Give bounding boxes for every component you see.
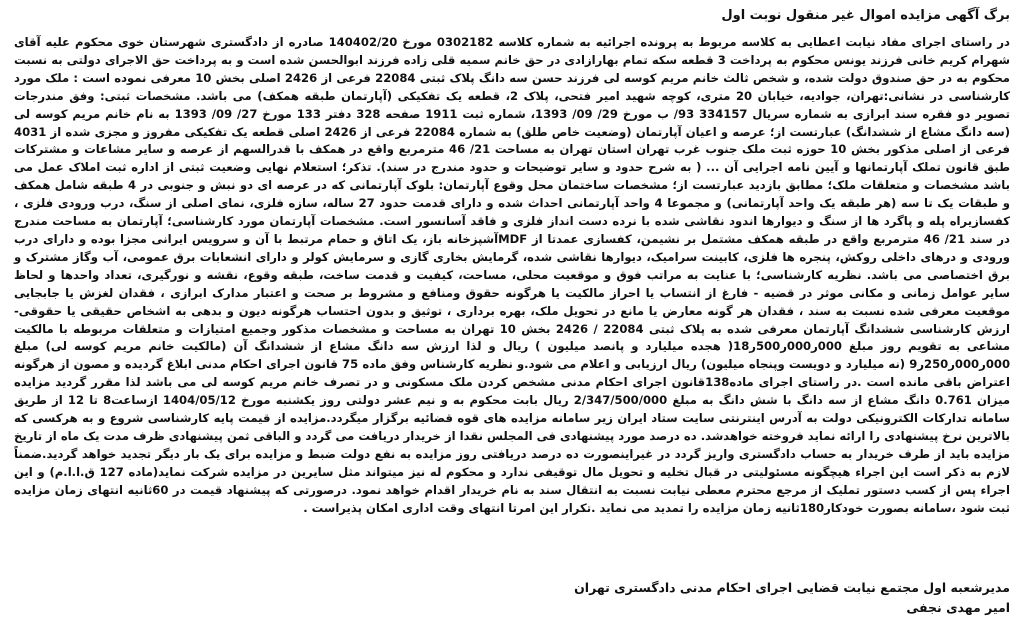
notice-signature bbox=[14, 578, 1010, 618]
notice-title: برگ آگهی مزایده اموال غیر منقول نوبت اول bbox=[721, 8, 1010, 23]
notice-body: در راستای اجرای مفاد نیابت اعطایی به کلاسه مربوط به پرونده اجرائیه به شماره کلاسه 0302182 مورخ 140402/20 صادره از دادگستری شهرستان خوی محکوم علیه آقای شهرام کریم خانی فرزند یونس محکوم به پرداخت 3 قطعه سکه تمام بهارازادی در حق خانم سمیه قلی زاده فرزند ابوالحسن شده است و به پرداخت حق الاجرای دولتی به نسبت محکوم به در حق صندوق دولت شده، و شخص ثالث خانم مریم کوسه لی فرزند حسن سه دانگ پلاک ثبتی 22084 فرعی از 2426 اصلی بخش 10 معرفی نموده است : ملک مورد کارشناسی در نشانی:تهران، جوادیه، خیابان 20 متری، کوچه شهید امیر فتحی، پلاک 2، قطعه یک تفکیکی (آپارتمان طبقه همکف) می باشد. مشخصات ثبتی: وفق مندرجات تصویر دو فقره سند ابرازی به شماره سریال 334157 93/ ب مورخ 29/ 09/ 1393، شماره ثبت 1911 صفحه 328 دفتر 133 مورخ 27/ 09/ 1393 به نام خانم مریم کوسه لی (سه دانگ مشاع از ششدانگ) عبارتست از؛ عرصه و اعیان آپارتمان (وضعیت خاص طلق) به شماره 22084 فرعی از 2426 اصلی قطعه یک تفکیکی مفروز و مجزی شده از 4031 فرعی از اصلی مذکور بخش 10 حوزه ثبت ملک جنوب غرب تهران استان تهران به مساحت 21/ 46 مترمربع واقع در همکف با قدرالسهم از عرصه و سایر مشاعات و مشترکات طبق قانون تملک آپارتمانها و آیین نامه اجرایی آن ... ( به شرح حدود و سایر توضیحات و حدود مندرج در سند). تذکر؛ استعلام نهایی وضعیت ثبتی از اداره ثبت املاک عمل می باشد مشخصات و متعلقات ملک؛ مطابق بازدید عبارتست از؛ مشخصات ساختمان محل وقوع آپارتمان: بلوک آپارتمانی که در عرصه ای دو نبش و جنوبی در 4 طبقه شامل همکف و طبقات یک تا سه (هر طبقه یک واحد آپارتمانی) و مجموعا 4 واحد آپارتمانی احداث شده و دارای قدمت حدود 27 ساله، سازه فلزی، نمای اصلی از سنگ، درب ورودی فلزی ، کفسازیراه پله و پاگرد ها از سنگ و دیوارها اندود نقاشی شده با نرده دست انداز فلزی و فاقد آسانسور است. مشخصات آپارتمان مورد کارشناسی؛ آپارتمان به مساحت مندرج در سند 21/ 46 مترمربع واقع در طبقه همکف مشتمل بر نشیمن، کفسازی عمدتا از MDFآشپزخانه باز، یک اتاق و حمام مرتبط با آن و سرویس ایرانی مجزا بوده و دارای درب ورودی و درهای داخلی روکش، پنجره ها فلزی، کابینت سرامیک، دیوارها نقاشی شده، گرمایش بخاری گازی و سرمایش کولر و دارای انشعابات برق عمومی، آب وگاز مشترک و برق اختصاصی می باشد. نظریه کارشناسی؛ با عنایت به مراتب فوق و موقعیت محلی، مساحت، کیفیت و قدمت ساخت، طبقه وقوع، نقشه و نورگیری، تعداد واحدها و لحاظ سایر عوامل زمانی و مکانی موثر در قضیه - فارغ از انتساب یا احراز مالکیت یا هرگونه حقوق ومنافع و مشروط بر صحت و اعتبار مدارک ابرازی ، فقدان لغزش یا جابجایی موقعیت معرفی شده نسبت به سند ، فقدان هر گونه معارض یا مانع در تحویل ملک، بهره برداری ، توثیق و بدون احتساب هرگونه دیون و بدهی به اشخاص حقیقی یا حقوقی-ارزش کارشناسی ششدانگ آپارتمان معرفی شده به پلاک ثبتی 22084 / 2426 بخش 10 تهران به مساحت و مشخصات مذکور وجمیع امتیازات و متعلقات مربوطه با مالکیت مشاعی به تقویم روز مبلغ 000ر000ر500ر18( هجده میلیارد و پانصد میلیون ) ریال و لذا ارزش سه دانگ مشاع از ششدانگ آن (مالکیت خانم مریم کوسه لی) مبلغ 000ر000ر250ر9 (نه میلیارد و دویست وپنجاه میلیون) ریال ارزیابی و اعلام می شود.و نظریه کارشناس وفق ماده 75 قانون اجرای احکام مدنی ابلاغ گردیده و مصون از هرگونه اعتراض باقی مانده است .در راستای اجرای ماده138قانون اجرای احکام مدنی مشخص کردن ملک مسکونی و در تصرف خانم مریم کوسه لی می باشد لذا مقرر گردید مزایده میزان 0.761 دانگ مشاع از سه دانگ با شش دانگ به مبلغ 2/347/500/000 ریال بابت محکوم به و نیم عشر دولتی روز یکشنبه مورخ 1404/05/12 ازساعت8 تا 12 از طریق سامانه تدارکات الکترونیکی دولت به آدرس اینترنتی سایت ستاد ایران زیر سامانه مزایده های قوه قضائیه برگزار میگردد.مزایده از قیمت پایه کارشناسی شروع و به هرکسی که بالاترین نرخ پیشنهادی را ارائه نماید فروخته خواهدشد. ده درصد مورد پیشنهادی فی المجلس نقدا از خریدار دریافت می گردد و الباقی ثمن پیشنهادی ظرف مدت یک ماه از تاریخ مزایده باید از طرف خریدار به حساب دادگستری واریز گردد در غیراینصورت ده درصد دریافتی روز مزایده به نفع دولت ضبط و مزایده برای یک بار دیگر تجدید خواهد گردید.ضمناً لازم به ذکر است این اجراء هیچگونه مسئولیتی در قبال تخلیه و تحویل مال توقیفی ندارد و محکوم له نیز میتواند مثل سایرین در مزایده شرکت نماید(ماده 127 ق.ا.ا.م) و این اجراء پس از کسب دستور تملیک از مرجع محترم معطی نیابت نسبت به انتقال سند به نام خریدار اقدام خواهد نمود. درصورتی که پیشنهاد قیمت در 60ثانیه انتهای زمان مزایده ثبت شود ،سامانه بصورت خودکار180ثانیه زمان مزایده را تمدید می نماید .تکرار این امرتا انتهای وقت اداری امکان پذیراست . bbox=[14, 35, 1011, 515]
signatory-title: مدیرشعبه اول مجتمع نیابت قضایی اجرای احکام مدنی دادگستری تهران bbox=[574, 580, 1010, 595]
signatory-name: امیر مهدی نجفی bbox=[906, 600, 1010, 615]
